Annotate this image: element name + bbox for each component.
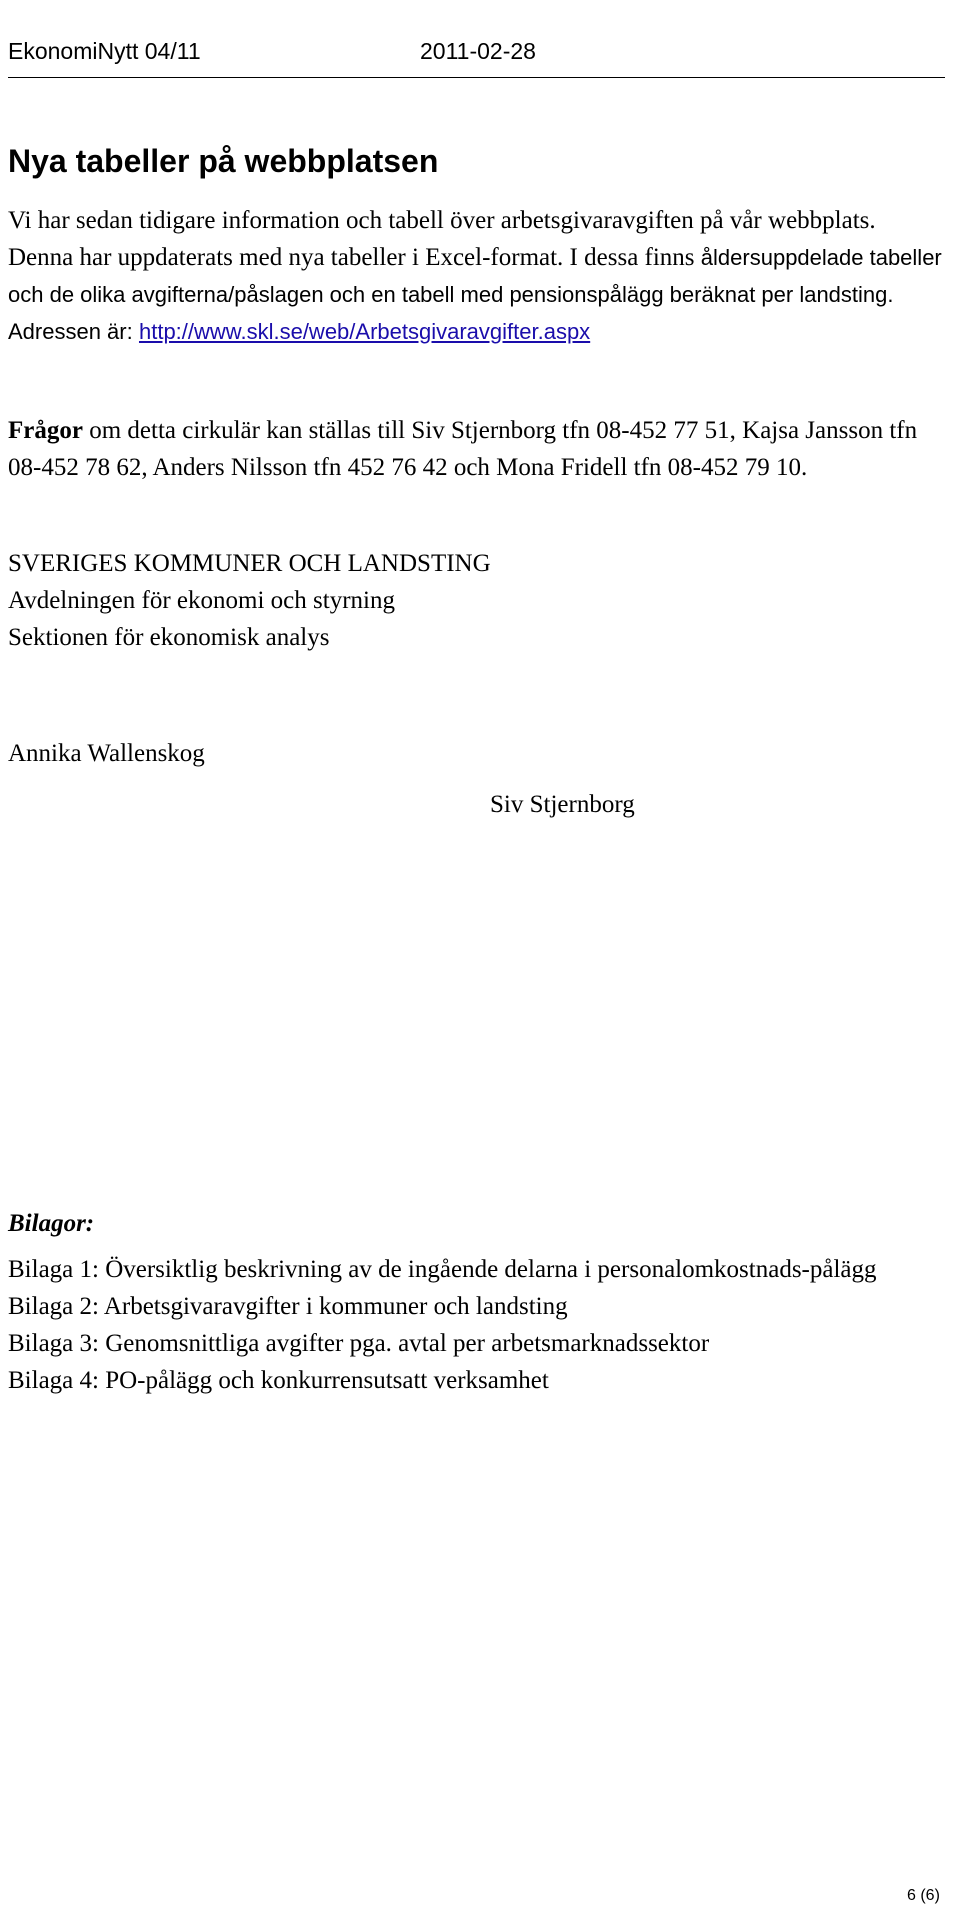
signature-second: Siv Stjernborg [490,791,635,818]
questions-paragraph [8,412,943,486]
publication-date: 2011-02-28 [420,38,536,64]
publication-name: EkonomiNytt 04/11 [8,38,201,64]
questions-lead: Frågor [8,417,83,444]
attachments-list [8,1251,943,1399]
section-title: Nya tabeller på webbplatsen [8,143,439,179]
organization-section: Sektionen för ekonomisk analys [8,624,330,651]
page-header [8,38,945,68]
header-divider [8,77,945,78]
signature-first: Annika Wallenskog [8,740,205,767]
intro-text-sans: åldersuppdelade tabeller och de olika avgifterna/påslagen och en tabell med pensionspålägg beräknat per landsting. Adressen är: [8,245,942,344]
intro-text-serif: Vi har sedan tidigare information och tabell över arbetsgivaravgiften på vår webbplats. Denna har uppdaterats med nya tabeller i Excel-format. I dessa finns [8,207,876,271]
organization-name: SVERIGES KOMMUNER OCH LANDSTING [8,550,491,577]
attachment-item: Bilaga 4: PO-pålägg och konkurrensutsatt verksamhet [8,1367,549,1394]
page-number: 6 (6) [907,1887,940,1904]
attachments-title: Bilagor: [8,1210,95,1237]
attachment-item: Bilaga 3: Genomsnittliga avgifter pga. avtal per arbetsmarknadssektor [8,1330,710,1357]
arbetsgivaravgifter-link[interactable]: http://www.skl.se/web/Arbetsgivaravgifter.aspx [138,319,591,344]
organization-block [8,545,491,656]
questions-text: om detta cirkulär kan ställas till Siv Stjernborg tfn 08-452 77 51, Kajsa Jansson tfn 08-452 78 62, Anders Nilsson tfn 452 76 42 och Mona Fridell tfn 08-452 79 10. [8,417,918,481]
attachment-item: Bilaga 2: Arbetsgivaravgifter i kommuner och landsting [8,1293,568,1320]
organization-department: Avdelningen för ekonomi och styrning [8,587,395,614]
intro-paragraph [8,202,943,350]
attachment-item: Bilaga 1: Översiktlig beskrivning av de ingående delarna i personalomkostnads-pålägg [8,1256,877,1283]
